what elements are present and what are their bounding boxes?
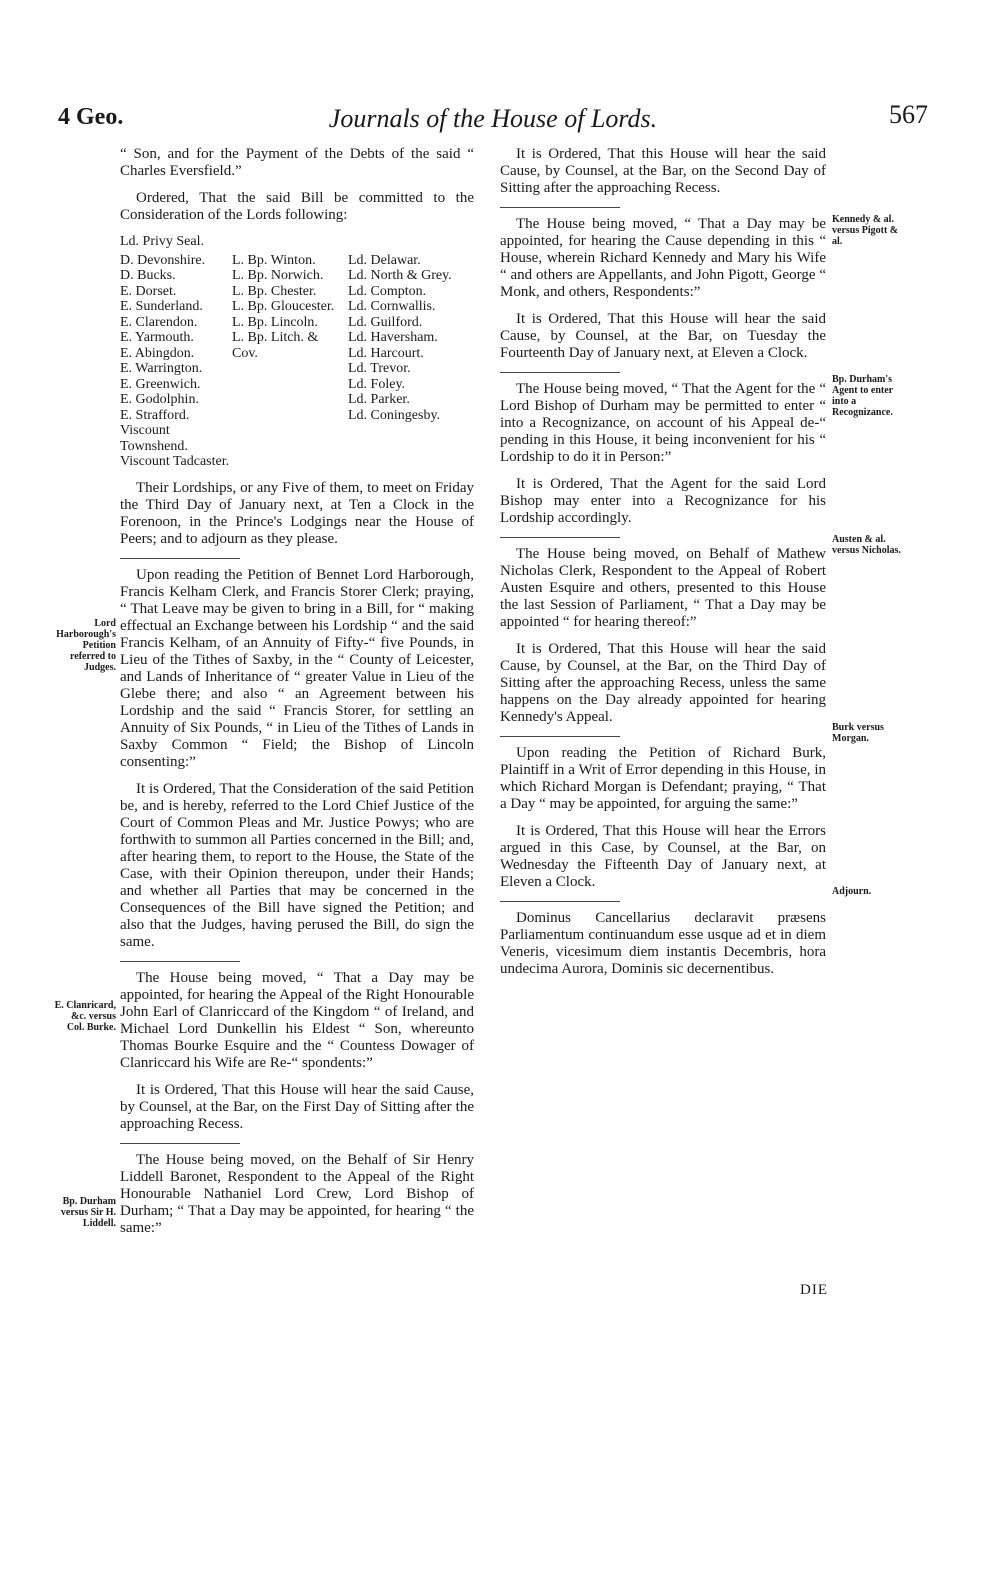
divider [500, 537, 620, 538]
lord-name [348, 454, 468, 470]
lord-name: Ld. Delawar. [348, 252, 421, 268]
lords-row [120, 361, 474, 377]
lord-name: Ld. Haversham. [348, 330, 438, 345]
lord-name: Cov. [232, 345, 258, 361]
margin-note: Kennedy & al. versus Pigott & al. [832, 214, 899, 247]
lord-name: E. Strafford. [120, 407, 190, 423]
privy-seal: Ld. Privy Seal. [120, 234, 204, 249]
left-column [120, 146, 474, 1247]
margin-note: Adjourn. [832, 886, 872, 897]
lord-name [232, 361, 348, 377]
lords-row [120, 454, 474, 470]
divider [500, 901, 620, 902]
page-header [58, 100, 928, 140]
paragraph: Upon reading the Petition of Bennet Lord Harborough, Francis Kelham Clerk, and Francis Storer Clerk; praying, “ That Leave may be given to bring in a Bill, for “ making effectual an Exchange between his Lordship “ and the said Francis Kelham, of an Annuity of Fifty-“ five Pounds, in Lieu of the Tithes of Saxby, in the “ County of Leicester, and Lands of Inheritance of “ greater Value in Lieu of the Glebe there; and also “ an Agreement between his Lordship and the said “ Francis Storer, for settling an Annuity of Six Pounds, “ in Lieu of the Tithes of Lands in Saxby Common “ Field; the Bishop of Lincoln consenting:” [120, 566, 474, 770]
lord-name: L. Bp. Lincoln. [232, 314, 318, 330]
lord-name: Viscount Townshend. [120, 423, 188, 454]
lord-name: Ld. Harcourt. [348, 345, 424, 361]
divider [120, 961, 240, 962]
lord-name: E. Dorset. [120, 283, 177, 299]
lords-row [120, 377, 474, 393]
lords-row [120, 299, 474, 315]
order-paragraph: It is Ordered, That this House will hear the Errors argued in this Case, by Counsel, at the Bar, on Wednesday the Fifteenth Day of January next, at Eleven a Clock. [500, 823, 826, 890]
lords-row [120, 392, 474, 408]
lord-name: L. Bp. Gloucester. [232, 299, 335, 314]
lord-name: Ld. Cornwallis. [348, 299, 436, 314]
paragraph: Upon reading the Petition of Richard Burk, Plaintiff in a Writ of Error depending in this House, in which Richard Morgan is Defendant; praying, “ That a Day “ may be appointed, for arguing the same:” [500, 745, 826, 812]
lord-name: L. Bp. Norwich. [232, 268, 324, 283]
lords-row [120, 268, 474, 284]
paragraph: The House being moved, on the Behalf of Sir Henry Liddell Baronet, Respondent to the Appeal of the Right Honourable Nathaniel Lord Crew, Lord Bishop of Durham; “ That a Day may be appointed, for hearing “ the same:” [120, 1151, 474, 1236]
order-paragraph: It is Ordered, That the Consideration of the said Petition be, and is hereby, referred to the Lord Chief Justice of the Court of Common Pleas and Mr. Justice Powys; who are forthwith to summon all Parties concerned in the Bill; and, after hearing them, to report to the House, the State of the Case, with their Opinion thereupon, under their Hands; and whether all Parties that may be concerned in the Consequences of the Bill have signed the Petition; and also that the Judges, having perused the Bill, do sign the same. [120, 780, 474, 950]
order-paragraph: It is Ordered, That this House will hear the said Cause, by Counsel, at the Bar, on Tuesday the Fourteenth Day of January next, at Eleven a Clock. [500, 311, 826, 361]
lord-name: E. Warrington. [120, 361, 203, 376]
lord-name [232, 392, 348, 408]
lords-row [120, 284, 474, 300]
margin-note: Bp. Durham's Agent to enter into a Recognizance. [832, 374, 893, 418]
lord-name [348, 423, 468, 454]
lord-name: L. Bp. Chester. [232, 283, 317, 299]
lord-name: Ld. Foley. [348, 376, 406, 392]
divider [500, 372, 620, 373]
paragraph: The House being moved, “ That the Agent for the “ Lord Bishop of Durham may be permitted to enter “ into a Recognizance, on account of his Appeal de-“ pending in this House, it being inconvenient for his “ Lordship to do it in Person:” [500, 381, 826, 465]
lord-name [232, 408, 348, 424]
catchword: DIE [800, 1282, 828, 1298]
lords-row [120, 408, 474, 424]
divider [500, 736, 620, 737]
paragraph: “ Son, and for the Payment of the Debts of the said “ Charles Eversfield.” [120, 146, 474, 179]
lord-name: E. Greenwich. [120, 376, 201, 392]
header-regnal-year: 4 Geo. [58, 104, 124, 130]
lord-name: Ld. Compton. [348, 283, 427, 299]
margin-note: Burk versus Morgan. [832, 722, 884, 744]
paragraph: The House being moved, “ That a Day may be appointed, for hearing the Appeal of the Right Honourable John Earl of Clanriccard of the Kingdom “ of Ireland, and Michael Lord Dunkellin his Eldest “ Son, whereunto Thomas Bourke Esquire and the “ Countess Dowager of Clanriccard his Wife are Re-“ spondents:” [120, 969, 474, 1071]
lord-name: E. Clarendon. [120, 314, 198, 330]
lord-name: D. Devonshire. [120, 252, 206, 268]
order-paragraph: It is Ordered, That this House will hear the said Cause, by Counsel, at the Bar, on the First Day of Sitting after the approaching Recess. [120, 1081, 474, 1132]
lord-name: Ld. Trevor. [348, 361, 411, 376]
lord-name: D. Bucks. [120, 268, 176, 283]
paragraph: The House being moved, “ That a Day may be appointed, for hearing the Cause depending in this “ House, wherein Richard Kennedy and Mary his Wife “ and others are Appellants, and John Pigott, George “ Monk, and others, Respondents:” [500, 216, 826, 300]
margin-note: Austen & al. versus Nicholas. [832, 534, 901, 556]
order-paragraph: It is Ordered, That the Agent for the said Lord Bishop may enter into a Recognizance for his Lordship accordingly. [500, 476, 826, 526]
order-paragraph: It is Ordered, That this House will hear the said Cause, by Counsel, at the Bar, on the Third Day of Sitting after the approaching Recess, unless the same happens on the Day already appointed for hearing Kennedy's Appeal. [500, 641, 826, 725]
lord-name: Viscount Tadcaster. [120, 454, 230, 469]
lord-name [232, 423, 348, 454]
lord-name: Ld. Guilford. [348, 314, 423, 330]
lord-name: L. Bp. Litch. & [232, 330, 319, 345]
lords-row [120, 253, 474, 269]
margin-note: E. Clanricard, &c. versus Col. Burke. [54, 1000, 116, 1033]
lord-name [232, 454, 348, 470]
divider [120, 558, 240, 559]
page-number: 567 [889, 100, 928, 129]
lords-row [120, 346, 474, 362]
lords-committee-list [120, 234, 474, 470]
lord-name: E. Yarmouth. [120, 330, 194, 345]
paragraph: The House being moved, on Behalf of Mathew Nicholas Clerk, Respondent to the Appeal of Robert Austen Esquire and others, presented to this House the last Session of Parliament, “ That a Day may be appointed “ for hearing thereof:” [500, 546, 826, 630]
lord-name: E. Abingdon. [120, 345, 195, 361]
adjournment-paragraph: Dominus Cancellarius declaravit præsens Parliamentum continuandum esse usque ad et in diem Veneris, vicesimum diem instantis Decembris, hora undecima Aurora, Dominis sic decernentibus. [500, 910, 826, 977]
lord-name: Ld. North & Grey. [348, 268, 452, 283]
order-paragraph: Ordered, That the said Bill be committed to the Consideration of the Lords following: [120, 190, 474, 223]
lords-row [120, 315, 474, 331]
header-title: Journals of the House of Lords. [328, 104, 658, 133]
right-column [500, 146, 826, 988]
lords-row [120, 330, 474, 346]
divider [500, 207, 620, 208]
lord-name [232, 377, 348, 393]
lord-name: E. Sunderland. [120, 299, 203, 314]
divider [120, 1143, 240, 1144]
lord-name: Ld. Coningesby. [348, 407, 441, 423]
margin-note: Bp. Durham versus Sir H. Liddell. [60, 1196, 116, 1229]
lord-name: Ld. Parker. [348, 392, 410, 407]
paragraph: Their Lordships, or any Five of them, to meet on Friday the Third Day of January next, at Ten a Clock in the Forenoon, in the Prince's Lodgings near the House of Peers; and to adjourn as they please. [120, 479, 474, 547]
lord-name: L. Bp. Winton. [232, 252, 316, 268]
lords-row [120, 423, 474, 454]
margin-note: Lord Harborough's Petition referred to Judges. [56, 618, 116, 673]
lord-name: E. Godolphin. [120, 392, 199, 407]
order-paragraph: It is Ordered, That this House will hear the said Cause, by Counsel, at the Bar, on the Second Day of Sitting after the approaching Recess. [500, 146, 826, 196]
